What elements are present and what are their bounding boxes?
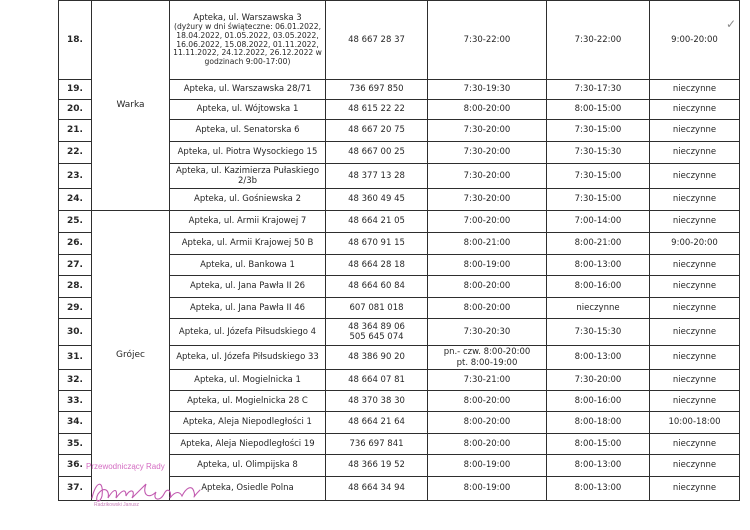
phone-cell: 736 697 850 bbox=[326, 80, 428, 100]
row-number: 32. bbox=[59, 370, 92, 391]
saturday-hours-cell: 8:00-15:00 bbox=[547, 100, 650, 120]
pharmacy-name: Apteka, ul. Mogielnicka 1 bbox=[170, 370, 326, 391]
stamp-title: Przewodniczący Rady bbox=[86, 462, 165, 471]
row-number: 22. bbox=[59, 142, 92, 164]
sunday-hours-cell: 9:00-20:00 bbox=[650, 1, 740, 80]
sunday-hours-cell: nieczynne bbox=[650, 370, 740, 391]
saturday-hours-cell: 8:00-15:00 bbox=[547, 434, 650, 455]
phone-cell: 48 667 20 75 bbox=[326, 120, 428, 142]
sunday-hours-cell: nieczynne bbox=[650, 100, 740, 120]
weekday-hours-cell: 8:00-20:00 bbox=[428, 298, 547, 319]
pharmacy-name: Apteka, ul. Gośniewska 2 bbox=[170, 189, 326, 211]
weekday-hours-cell: 8:00-19:00 bbox=[428, 255, 547, 276]
pharmacy-name: Apteka, ul. Wójtowska 1 bbox=[170, 100, 326, 120]
pharmacy-name: Apteka, ul. Olimpijska 8 bbox=[170, 455, 326, 477]
row-number: 20. bbox=[59, 100, 92, 120]
pharmacy-name: Apteka, ul. Jana Pawła II 26 bbox=[170, 276, 326, 298]
saturday-hours-cell: 7:30-17:30 bbox=[547, 80, 650, 100]
phone-cell: 48 360 49 45 bbox=[326, 189, 428, 211]
row-number: 28. bbox=[59, 276, 92, 298]
pharmacy-name: Apteka, Aleja Niepodległości 19 bbox=[170, 434, 326, 455]
pharmacy-name: Apteka, ul. Bankowa 1 bbox=[170, 255, 326, 276]
phone-cell: 48 370 38 30 bbox=[326, 391, 428, 412]
weekday-hours-cell: 7:30-20:00 bbox=[428, 120, 547, 142]
row-number: 29. bbox=[59, 298, 92, 319]
weekday-hours-cell: 7:30-19:30 bbox=[428, 80, 547, 100]
phone-cell: 48 664 34 94 bbox=[326, 477, 428, 501]
sunday-hours-cell: nieczynne bbox=[650, 298, 740, 319]
saturday-hours-cell: nieczynne bbox=[547, 298, 650, 319]
row-number: 35. bbox=[59, 434, 92, 455]
sunday-hours-cell: nieczynne bbox=[650, 211, 740, 233]
phone-cell: 48 667 00 25 bbox=[326, 142, 428, 164]
weekday-hours-cell: 8:00-20:00 bbox=[428, 100, 547, 120]
weekday-hours-cell: 8:00-20:00 bbox=[428, 434, 547, 455]
pharmacy-name: Apteka, ul. Armii Krajowej 50 B bbox=[170, 233, 326, 255]
phone-cell: 48 664 21 64 bbox=[326, 412, 428, 434]
phone-cell: 48 366 19 52 bbox=[326, 455, 428, 477]
phone-cell: 48 664 21 05 bbox=[326, 211, 428, 233]
phone-cell: 48 386 90 20 bbox=[326, 346, 428, 370]
sunday-hours-cell: 9:00-20:00 bbox=[650, 233, 740, 255]
pharmacy-name: Apteka, Osiedle Polna bbox=[170, 477, 326, 501]
phone-cell: 48 377 13 28 bbox=[326, 164, 428, 189]
saturday-hours-cell: 8:00-13:00 bbox=[547, 346, 650, 370]
sunday-hours-cell: nieczynne bbox=[650, 80, 740, 100]
saturday-hours-cell: 8:00-18:00 bbox=[547, 412, 650, 434]
sunday-hours-cell: nieczynne bbox=[650, 434, 740, 455]
pharmacy-name: Apteka, ul. Piotra Wysockiego 15 bbox=[170, 142, 326, 164]
saturday-hours-cell: 7:00-14:00 bbox=[547, 211, 650, 233]
city-cell-warka: Warka bbox=[92, 1, 170, 211]
sunday-hours-cell: nieczynne bbox=[650, 455, 740, 477]
saturday-hours-cell: 8:00-13:00 bbox=[547, 477, 650, 501]
saturday-hours-cell: 8:00-13:00 bbox=[547, 255, 650, 276]
saturday-hours-cell: 7:30-15:00 bbox=[547, 120, 650, 142]
sunday-hours-cell: nieczynne bbox=[650, 164, 740, 189]
weekday-hours-cell: 8:00-20:00 bbox=[428, 412, 547, 434]
pharmacy-name: Apteka, ul. Kazimierza Pułaskiego 2/3b bbox=[170, 164, 326, 189]
table-row bbox=[59, 211, 740, 233]
weekday-hours-cell: 7:30-20:30 bbox=[428, 319, 547, 346]
weekday-hours-cell: 8:00-19:00 bbox=[428, 455, 547, 477]
pharmacy-name: Apteka, ul. Józefa Piłsudskiego 4 bbox=[170, 319, 326, 346]
row-number: 26. bbox=[59, 233, 92, 255]
phone-cell: 48 364 89 06 505 645 074 bbox=[326, 319, 428, 346]
phone-cell: 736 697 841 bbox=[326, 434, 428, 455]
weekday-hours-cell: 8:00-20:00 bbox=[428, 391, 547, 412]
row-number: 37. bbox=[59, 477, 92, 501]
pharmacy-name: Apteka, ul. Warszawska 3 bbox=[193, 12, 302, 23]
row-number: 34. bbox=[59, 412, 92, 434]
saturday-hours-cell: 8:00-16:00 bbox=[547, 276, 650, 298]
sunday-hours-cell: nieczynne bbox=[650, 255, 740, 276]
saturday-hours-cell: 8:00-13:00 bbox=[547, 455, 650, 477]
sunday-hours-cell: 10:00-18:00 bbox=[650, 412, 740, 434]
sunday-hours-cell: nieczynne bbox=[650, 391, 740, 412]
saturday-hours-cell: 7:30-22:00 bbox=[547, 1, 650, 80]
pharmacy-name: Apteka, ul. Armii Krajowej 7 bbox=[170, 211, 326, 233]
row-number: 27. bbox=[59, 255, 92, 276]
pharmacy-name: Apteka, ul. Senatorska 6 bbox=[170, 120, 326, 142]
saturday-hours-cell: 8:00-21:00 bbox=[547, 233, 650, 255]
row-number: 24. bbox=[59, 189, 92, 211]
city-cell-grojec: Grójec bbox=[92, 211, 170, 501]
saturday-hours-cell: 7:30-15:30 bbox=[547, 319, 650, 346]
pharmacy-name: Apteka, Aleja Niepodległości 1 bbox=[170, 412, 326, 434]
pharmacy-name: Apteka, ul. Warszawska 28/71 bbox=[170, 80, 326, 100]
saturday-hours-cell: 7:30-15:00 bbox=[547, 189, 650, 211]
saturday-hours-cell: 8:00-16:00 bbox=[547, 391, 650, 412]
row-number: 19. bbox=[59, 80, 92, 100]
phone-cell: 48 664 60 84 bbox=[326, 276, 428, 298]
pharmacy-name: Apteka, ul. Jana Pawła II 46 bbox=[170, 298, 326, 319]
saturday-hours-cell: 7:30-15:00 bbox=[547, 164, 650, 189]
holiday-duty-note: (dyżury w dni świąteczne: 06.01.2022, 18.04.2022, 01.05.2022, 03.05.2022, 16.06.2022, 15.08.2022, 01.11.2022, 11.11.2022, 24.12.2022, 26.12.2022 w godzinach 9:00-17:00) bbox=[173, 22, 322, 67]
chairman-stamp bbox=[86, 462, 206, 528]
table-row bbox=[59, 1, 740, 80]
row-number: 21. bbox=[59, 120, 92, 142]
sunday-hours-cell: nieczynne bbox=[650, 120, 740, 142]
pharmacy-name-cell bbox=[170, 1, 326, 80]
row-number: 25. bbox=[59, 211, 92, 233]
weekday-hours-cell: 8:00-21:00 bbox=[428, 233, 547, 255]
pharmacy-name: Apteka, ul. Józefa Piłsudskiego 33 bbox=[170, 346, 326, 370]
weekday-hours-cell: 7:00-20:00 bbox=[428, 211, 547, 233]
weekday-hours-cell: 8:00-20:00 bbox=[428, 276, 547, 298]
pharmacy-schedule-table bbox=[58, 0, 740, 501]
sunday-hours-cell: nieczynne bbox=[650, 189, 740, 211]
weekday-hours-cell: 7:30-22:00 bbox=[428, 1, 547, 80]
phone-cell: 48 615 22 22 bbox=[326, 100, 428, 120]
weekday-hours-cell: pn.- czw. 8:00-20:00 pt. 8:00-19:00 bbox=[428, 346, 547, 370]
saturday-hours-cell: 7:30-20:00 bbox=[547, 370, 650, 391]
pharmacy-name: Apteka, ul. Mogielnicka 28 C bbox=[170, 391, 326, 412]
sunday-hours-cell: nieczynne bbox=[650, 319, 740, 346]
weekday-hours-cell: 7:30-20:00 bbox=[428, 189, 547, 211]
phone-cell: 48 670 91 15 bbox=[326, 233, 428, 255]
row-number: 18. bbox=[59, 1, 92, 80]
row-number: 31. bbox=[59, 346, 92, 370]
row-number: 30. bbox=[59, 319, 92, 346]
row-number: 33. bbox=[59, 391, 92, 412]
row-number: 36. bbox=[59, 455, 92, 477]
phone-cell: 48 664 07 81 bbox=[326, 370, 428, 391]
sunday-hours-cell: nieczynne bbox=[650, 477, 740, 501]
sunday-hours-cell: nieczynne bbox=[650, 346, 740, 370]
row-number: 23. bbox=[59, 164, 92, 189]
weekday-hours-cell: 8:00-19:00 bbox=[428, 477, 547, 501]
phone-cell: 48 667 28 37 bbox=[326, 1, 428, 80]
margin-tick-mark: ✓ bbox=[726, 17, 738, 31]
phone-cell: 607 081 018 bbox=[326, 298, 428, 319]
sunday-hours-cell: nieczynne bbox=[650, 276, 740, 298]
sunday-hours-cell: nieczynne bbox=[650, 142, 740, 164]
phone-cell: 48 664 28 18 bbox=[326, 255, 428, 276]
stamp-subtitle: Radzikowski Janusz bbox=[94, 502, 140, 508]
weekday-hours-cell: 7:30-20:00 bbox=[428, 142, 547, 164]
weekday-hours-cell: 7:30-20:00 bbox=[428, 164, 547, 189]
weekday-hours-cell: 7:30-21:00 bbox=[428, 370, 547, 391]
saturday-hours-cell: 7:30-15:30 bbox=[547, 142, 650, 164]
